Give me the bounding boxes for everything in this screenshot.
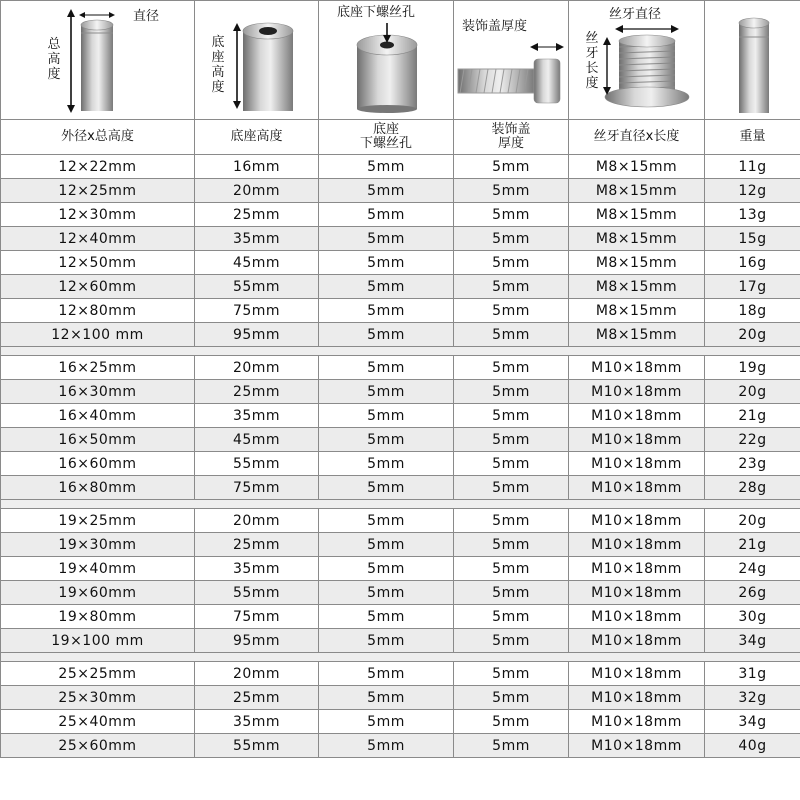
standoff-image (705, 1, 800, 119)
cell-base-hole: 5mm (319, 155, 454, 179)
base-height-label: 底座高度 (211, 35, 225, 95)
cell-cap-thickness: 5mm (454, 662, 569, 686)
cell-base-hole: 5mm (319, 509, 454, 533)
cell-size: 16×25mm (1, 356, 195, 380)
table-row (1, 380, 800, 404)
standoff-total-image (1, 1, 195, 119)
cell-size: 16×80mm (1, 476, 195, 500)
cell-size: 25×40mm (1, 710, 195, 734)
table-row (1, 356, 800, 380)
header-base-height: 底座高度 (195, 120, 319, 155)
cell-cap-thickness: 5mm (454, 179, 569, 203)
illustration-standoff-total (1, 1, 195, 120)
cell-weight: 12g (705, 179, 800, 203)
cell-weight: 24g (705, 557, 800, 581)
cell-weight: 20g (705, 509, 800, 533)
cell-base-hole: 5mm (319, 605, 454, 629)
group-separator-cell (1, 653, 800, 662)
base-hole-label: 底座下螺丝孔 (337, 5, 416, 20)
table-row (1, 629, 800, 653)
cell-size: 12×30mm (1, 203, 195, 227)
cell-thread: M10×18mm (569, 686, 705, 710)
cell-thread: M10×18mm (569, 404, 705, 428)
group-separator (1, 653, 800, 662)
diameter-label: 直径 (133, 9, 160, 24)
table-row (1, 404, 800, 428)
thread-diameter-label: 丝牙直径 (609, 7, 662, 22)
cell-base-height: 55mm (195, 275, 319, 299)
cell-thread: M8×15mm (569, 155, 705, 179)
cell-size: 19×100 mm (1, 629, 195, 653)
cell-base-hole: 5mm (319, 275, 454, 299)
cell-cap-thickness: 5mm (454, 686, 569, 710)
cell-weight: 13g (705, 203, 800, 227)
cap-thickness-label: 装饰盖厚度 (462, 19, 528, 34)
cell-size: 19×25mm (1, 509, 195, 533)
cell-thread: M8×15mm (569, 323, 705, 347)
cell-size: 12×60mm (1, 275, 195, 299)
cell-thread: M8×15mm (569, 251, 705, 275)
cell-base-hole: 5mm (319, 581, 454, 605)
cell-cap-thickness: 5mm (454, 251, 569, 275)
header-size: 外径x总高度 (1, 120, 195, 155)
cell-size: 19×80mm (1, 605, 195, 629)
cell-size: 25×60mm (1, 734, 195, 758)
table-row (1, 155, 800, 179)
cell-thread: M10×18mm (569, 476, 705, 500)
cell-weight: 28g (705, 476, 800, 500)
cell-cap-thickness: 5mm (454, 710, 569, 734)
cell-size: 12×40mm (1, 227, 195, 251)
cell-base-height: 25mm (195, 533, 319, 557)
cell-thread: M10×18mm (569, 710, 705, 734)
table-row (1, 710, 800, 734)
cell-cap-thickness: 5mm (454, 476, 569, 500)
illustration-cap-thickness (454, 1, 569, 120)
illustration-thread (569, 1, 705, 120)
cell-weight: 21g (705, 404, 800, 428)
group-separator-cell (1, 500, 800, 509)
cell-size: 12×80mm (1, 299, 195, 323)
cell-cap-thickness: 5mm (454, 452, 569, 476)
table-row (1, 686, 800, 710)
cell-weight: 11g (705, 155, 800, 179)
table-row (1, 428, 800, 452)
cell-thread: M10×18mm (569, 629, 705, 653)
cell-size: 12×50mm (1, 251, 195, 275)
cell-size: 16×30mm (1, 380, 195, 404)
table-row (1, 179, 800, 203)
cell-weight: 34g (705, 710, 800, 734)
cell-base-height: 35mm (195, 710, 319, 734)
table-row (1, 662, 800, 686)
illustration-row (1, 1, 800, 120)
cell-weight: 30g (705, 605, 800, 629)
cell-base-height: 25mm (195, 686, 319, 710)
cell-base-height: 45mm (195, 251, 319, 275)
table-row (1, 605, 800, 629)
cell-cap-thickness: 5mm (454, 356, 569, 380)
cell-size: 19×40mm (1, 557, 195, 581)
table-row (1, 452, 800, 476)
header-cap-thickness: 装饰盖 厚度 (454, 120, 569, 155)
cell-weight: 15g (705, 227, 800, 251)
cell-base-height: 20mm (195, 662, 319, 686)
cell-base-height: 20mm (195, 356, 319, 380)
table-row (1, 476, 800, 500)
cell-base-hole: 5mm (319, 404, 454, 428)
cell-thread: M8×15mm (569, 227, 705, 251)
cell-base-hole: 5mm (319, 452, 454, 476)
cell-weight: 23g (705, 452, 800, 476)
cell-base-hole: 5mm (319, 629, 454, 653)
cell-thread: M10×18mm (569, 662, 705, 686)
table-row (1, 323, 800, 347)
cell-thread: M10×18mm (569, 380, 705, 404)
table-row (1, 203, 800, 227)
cell-cap-thickness: 5mm (454, 380, 569, 404)
cell-cap-thickness: 5mm (454, 275, 569, 299)
cell-size: 19×30mm (1, 533, 195, 557)
cell-base-height: 95mm (195, 629, 319, 653)
cell-base-hole: 5mm (319, 557, 454, 581)
table-row (1, 581, 800, 605)
cell-base-hole: 5mm (319, 323, 454, 347)
cell-cap-thickness: 5mm (454, 227, 569, 251)
group-separator-cell (1, 347, 800, 356)
cell-cap-thickness: 5mm (454, 155, 569, 179)
cell-base-height: 25mm (195, 203, 319, 227)
cell-base-hole: 5mm (319, 179, 454, 203)
cell-base-height: 75mm (195, 605, 319, 629)
cell-thread: M8×15mm (569, 203, 705, 227)
cell-base-height: 55mm (195, 581, 319, 605)
cell-thread: M8×15mm (569, 179, 705, 203)
cell-base-height: 45mm (195, 428, 319, 452)
table-row (1, 251, 800, 275)
cell-size: 16×50mm (1, 428, 195, 452)
cell-weight: 20g (705, 323, 800, 347)
cell-base-hole: 5mm (319, 533, 454, 557)
cell-thread: M10×18mm (569, 533, 705, 557)
table-row (1, 509, 800, 533)
cell-size: 25×30mm (1, 686, 195, 710)
table-row (1, 734, 800, 758)
cell-size: 12×25mm (1, 179, 195, 203)
cell-weight: 40g (705, 734, 800, 758)
cell-base-hole: 5mm (319, 380, 454, 404)
cell-weight: 32g (705, 686, 800, 710)
cell-base-height: 35mm (195, 404, 319, 428)
cell-thread: M10×18mm (569, 356, 705, 380)
table-body (1, 155, 800, 758)
cell-base-hole: 5mm (319, 428, 454, 452)
cell-base-height: 16mm (195, 155, 319, 179)
cell-base-hole: 5mm (319, 476, 454, 500)
cell-thread: M8×15mm (569, 299, 705, 323)
cell-size: 19×60mm (1, 581, 195, 605)
cell-size: 12×22mm (1, 155, 195, 179)
cell-cap-thickness: 5mm (454, 323, 569, 347)
cell-size: 12×100 mm (1, 323, 195, 347)
thread-length-label: 丝牙长度 (585, 31, 599, 91)
cell-thread: M10×18mm (569, 605, 705, 629)
cell-cap-thickness: 5mm (454, 605, 569, 629)
table-row (1, 557, 800, 581)
cell-weight: 26g (705, 581, 800, 605)
cell-weight: 34g (705, 629, 800, 653)
cell-thread: M8×15mm (569, 275, 705, 299)
cell-base-hole: 5mm (319, 203, 454, 227)
cell-thread: M10×18mm (569, 452, 705, 476)
cell-base-height: 95mm (195, 323, 319, 347)
cell-weight: 22g (705, 428, 800, 452)
cell-cap-thickness: 5mm (454, 557, 569, 581)
cell-base-height: 35mm (195, 557, 319, 581)
cell-base-hole: 5mm (319, 734, 454, 758)
cell-cap-thickness: 5mm (454, 533, 569, 557)
cell-cap-thickness: 5mm (454, 581, 569, 605)
cell-cap-thickness: 5mm (454, 734, 569, 758)
cell-size: 16×40mm (1, 404, 195, 428)
cell-weight: 17g (705, 275, 800, 299)
cell-weight: 20g (705, 380, 800, 404)
cell-base-height: 55mm (195, 452, 319, 476)
cell-weight: 16g (705, 251, 800, 275)
cell-base-height: 20mm (195, 179, 319, 203)
cell-cap-thickness: 5mm (454, 203, 569, 227)
group-separator (1, 347, 800, 356)
header-thread: 丝牙直径x长度 (569, 120, 705, 155)
cell-base-hole: 5mm (319, 662, 454, 686)
cell-size: 25×25mm (1, 662, 195, 686)
table-row (1, 533, 800, 557)
cell-cap-thickness: 5mm (454, 428, 569, 452)
cell-weight: 31g (705, 662, 800, 686)
cell-base-hole: 5mm (319, 356, 454, 380)
header-row (1, 120, 800, 155)
cell-base-height: 35mm (195, 227, 319, 251)
cell-weight: 18g (705, 299, 800, 323)
cell-base-hole: 5mm (319, 227, 454, 251)
table-row (1, 299, 800, 323)
cell-size: 16×60mm (1, 452, 195, 476)
cell-base-height: 20mm (195, 509, 319, 533)
cell-thread: M10×18mm (569, 509, 705, 533)
illustration-base-height (195, 1, 319, 120)
cell-base-height: 75mm (195, 299, 319, 323)
illustration-base-hole (319, 1, 454, 120)
cell-cap-thickness: 5mm (454, 404, 569, 428)
cell-thread: M10×18mm (569, 428, 705, 452)
cell-thread: M10×18mm (569, 581, 705, 605)
header-weight: 重量 (705, 120, 800, 155)
cell-base-height: 55mm (195, 734, 319, 758)
cell-weight: 21g (705, 533, 800, 557)
cell-cap-thickness: 5mm (454, 509, 569, 533)
table-row (1, 275, 800, 299)
cell-cap-thickness: 5mm (454, 629, 569, 653)
total-height-label: 总高度 (47, 37, 61, 82)
cell-base-height: 75mm (195, 476, 319, 500)
table-row (1, 227, 800, 251)
header-base-hole: 底座 下螺丝孔 (319, 120, 454, 155)
cell-base-hole: 5mm (319, 710, 454, 734)
cell-thread: M10×18mm (569, 734, 705, 758)
cell-base-hole: 5mm (319, 299, 454, 323)
cell-weight: 19g (705, 356, 800, 380)
illustration-weight (705, 1, 800, 120)
group-separator (1, 500, 800, 509)
cell-base-height: 25mm (195, 380, 319, 404)
cell-base-hole: 5mm (319, 251, 454, 275)
cell-thread: M10×18mm (569, 557, 705, 581)
cell-cap-thickness: 5mm (454, 299, 569, 323)
cell-base-hole: 5mm (319, 686, 454, 710)
